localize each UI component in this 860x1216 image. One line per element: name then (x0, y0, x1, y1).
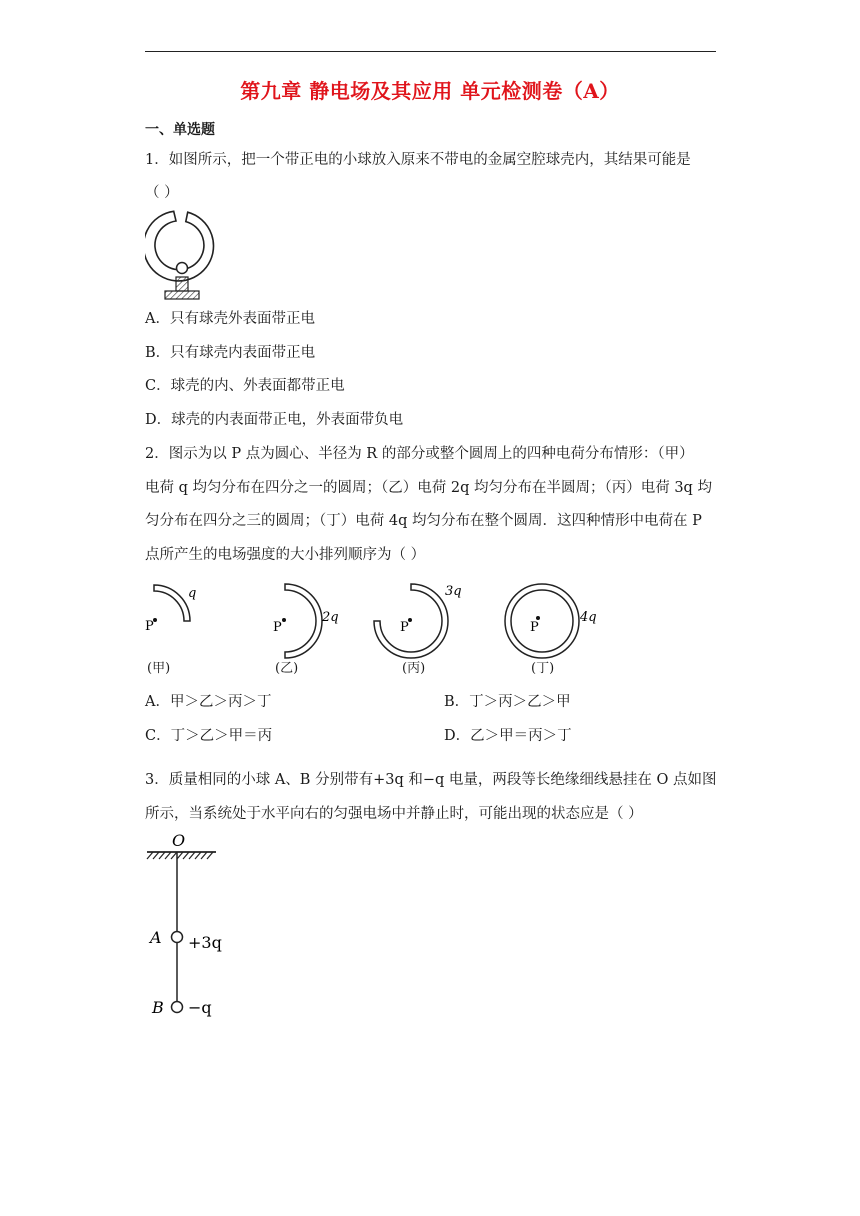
q2-figure-yi (273, 584, 339, 658)
q1-option-a[interactable]: A．只有球壳外表面带正电 (145, 311, 315, 327)
q1-charged-ball (177, 263, 188, 274)
q2-point-label-1: P (145, 619, 154, 634)
q3-charge-a: +3q (188, 933, 222, 952)
q2-charge-label-4: 4q (580, 610, 597, 625)
q3-ball-b (172, 1002, 183, 1013)
q2-option-d[interactable]: D．乙＞甲＝丙＞丁 (444, 728, 572, 744)
q2-point-label-2: P (273, 620, 282, 635)
q3-figure-hanging-balls (140, 828, 250, 1023)
q2-caption-yi: (乙) (275, 661, 299, 676)
q2-charge-label-1: q (188, 586, 197, 601)
q3-label-o: O (172, 831, 186, 850)
page-title: 第九章 静电场及其应用 单元检测卷（A） (240, 79, 620, 103)
q2-figure-jia (145, 585, 196, 634)
q2-stem-line1: 2．图示为以 P 点为圆心、半径为 R 的部分或整个圆周上的四种电荷分布情形：（甲） (145, 446, 694, 462)
section-heading: 一、单选题 (145, 122, 215, 138)
q2-figure-bing (374, 584, 462, 658)
q1-figure-spherical-shell (145, 205, 225, 303)
q1-option-c[interactable]: C．球壳的内、外表面都带正电 (145, 378, 345, 394)
q1-stem-line2: （ ） (145, 185, 179, 201)
q3-ball-a (172, 932, 183, 943)
q2-option-a[interactable]: A．甲＞乙＞丙＞丁 (145, 694, 272, 710)
q1-option-b[interactable]: B．只有球壳内表面带正电 (145, 345, 316, 361)
q2-charge-label-3: 3q (445, 584, 462, 599)
q2-point-label-4: P (530, 620, 539, 635)
q2-point-label-3: P (400, 620, 409, 635)
q2-caption-jia: (甲) (147, 661, 171, 676)
q2-stem-line3: 匀分布在四分之三的圆周；（丁）电荷 4q 均匀分布在整个圆周．这四种情形中电荷在 P (145, 513, 702, 529)
q2-figure-ding (505, 584, 597, 658)
q2-charge-label-2: 2q (322, 610, 339, 625)
q3-label-a: A (150, 928, 162, 947)
q3-stem-line2: 所示，当系统处于水平向右的匀强电场中并静止时，可能出现的状态应是（ ） (145, 806, 643, 822)
q2-caption-ding: (丁) (531, 661, 555, 676)
q2-option-c[interactable]: C．丁＞乙＞甲＝丙 (145, 728, 273, 744)
q2-option-b[interactable]: B．丁＞丙＞乙＞甲 (444, 694, 571, 710)
q3-stem-line1: 3．质量相同的小球 A、B 分别带有+3q 和−q 电量，两段等长绝缘细线悬挂在 O 点如图 (145, 772, 717, 788)
header-rule (145, 51, 716, 52)
q3-charge-b: −q (188, 998, 212, 1017)
q3-label-b: B (152, 998, 164, 1017)
q2-stem-line2: 电荷 q 均匀分布在四分之一的圆周；（乙）电荷 2q 均匀分布在半圆周；（丙）电荷 3q 均 (145, 480, 712, 496)
q1-stem-line1: 1．如图所示，把一个带正电的小球放入原来不带电的金属空腔球壳内，其结果可能是 (145, 152, 691, 168)
q1-option-d[interactable]: D．球壳的内表面带正电，外表面带负电 (145, 412, 404, 428)
q2-stem-line4: 点所产生的电场强度的大小排列顺序为（ ） (145, 547, 426, 563)
q2-caption-bing: (丙) (402, 661, 426, 676)
